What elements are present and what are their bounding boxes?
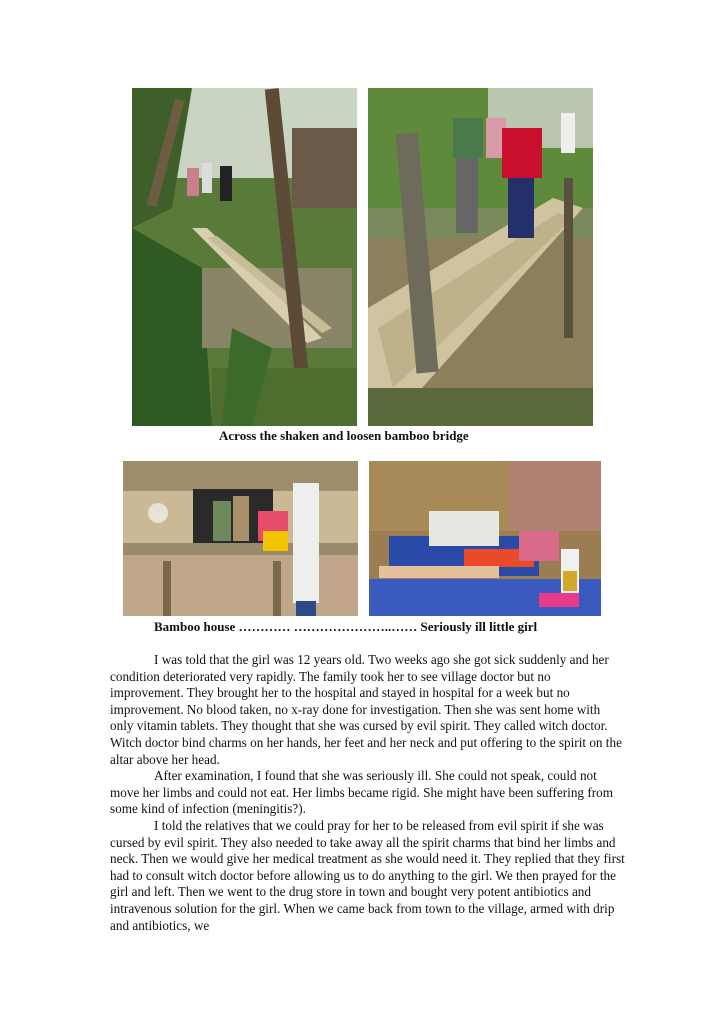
paragraph: After examination, I found that she was seriously ill. She could not speak, could not move her limbs and could not eat. Her limbs became rigid. She might have been suffering from some kind of infection (meningitis?). bbox=[110, 768, 613, 817]
bridge-caption: Across the shaken and loosen bamboo bridge bbox=[219, 428, 469, 443]
bamboo-house-photo bbox=[123, 461, 358, 616]
body-text bbox=[110, 652, 626, 934]
bamboo-house-ill-girl-caption: Bamboo house ………… …………………..…… Seriously ill little girl bbox=[154, 619, 538, 634]
bamboo-bridge-photo-left bbox=[132, 88, 357, 426]
bamboo-bridge-photo-right bbox=[368, 88, 593, 426]
ill-girl-photo bbox=[369, 461, 601, 616]
paragraph: I told the relatives that we could pray for her to be released from evil spirit if she was cursed by evil spirit. They also needed to take away all the spirit charms that bind her limbs and neck. Then we would give her medical treatment as she would need it. They replied that they first had to consult witch doctor before allowing us to do anything to the girl. We then prayed for the girl and left. Then we went to the drug store in town and bought very potent antibiotics and intravenous solution for the girl. When we came back from town to the village, armed with drip and antibiotics, we bbox=[110, 817, 625, 933]
paragraph: I was told that the girl was 12 years old. Two weeks ago she got sick suddenly and her condition deteriorated very rapidly. The family took her to see village doctor but no improvement. They brought her to the hospital and stayed in hospital for a week but no improvement. No blood taken, no x-ray done for investigation. Then she was sent home with only vitamin tablets. They thought that she was cursed by evil spirit. They called witch doctor. Witch doctor bind charms on her hands, her feet and her neck and put offering to the spirit on the altar above her head. bbox=[110, 652, 622, 767]
